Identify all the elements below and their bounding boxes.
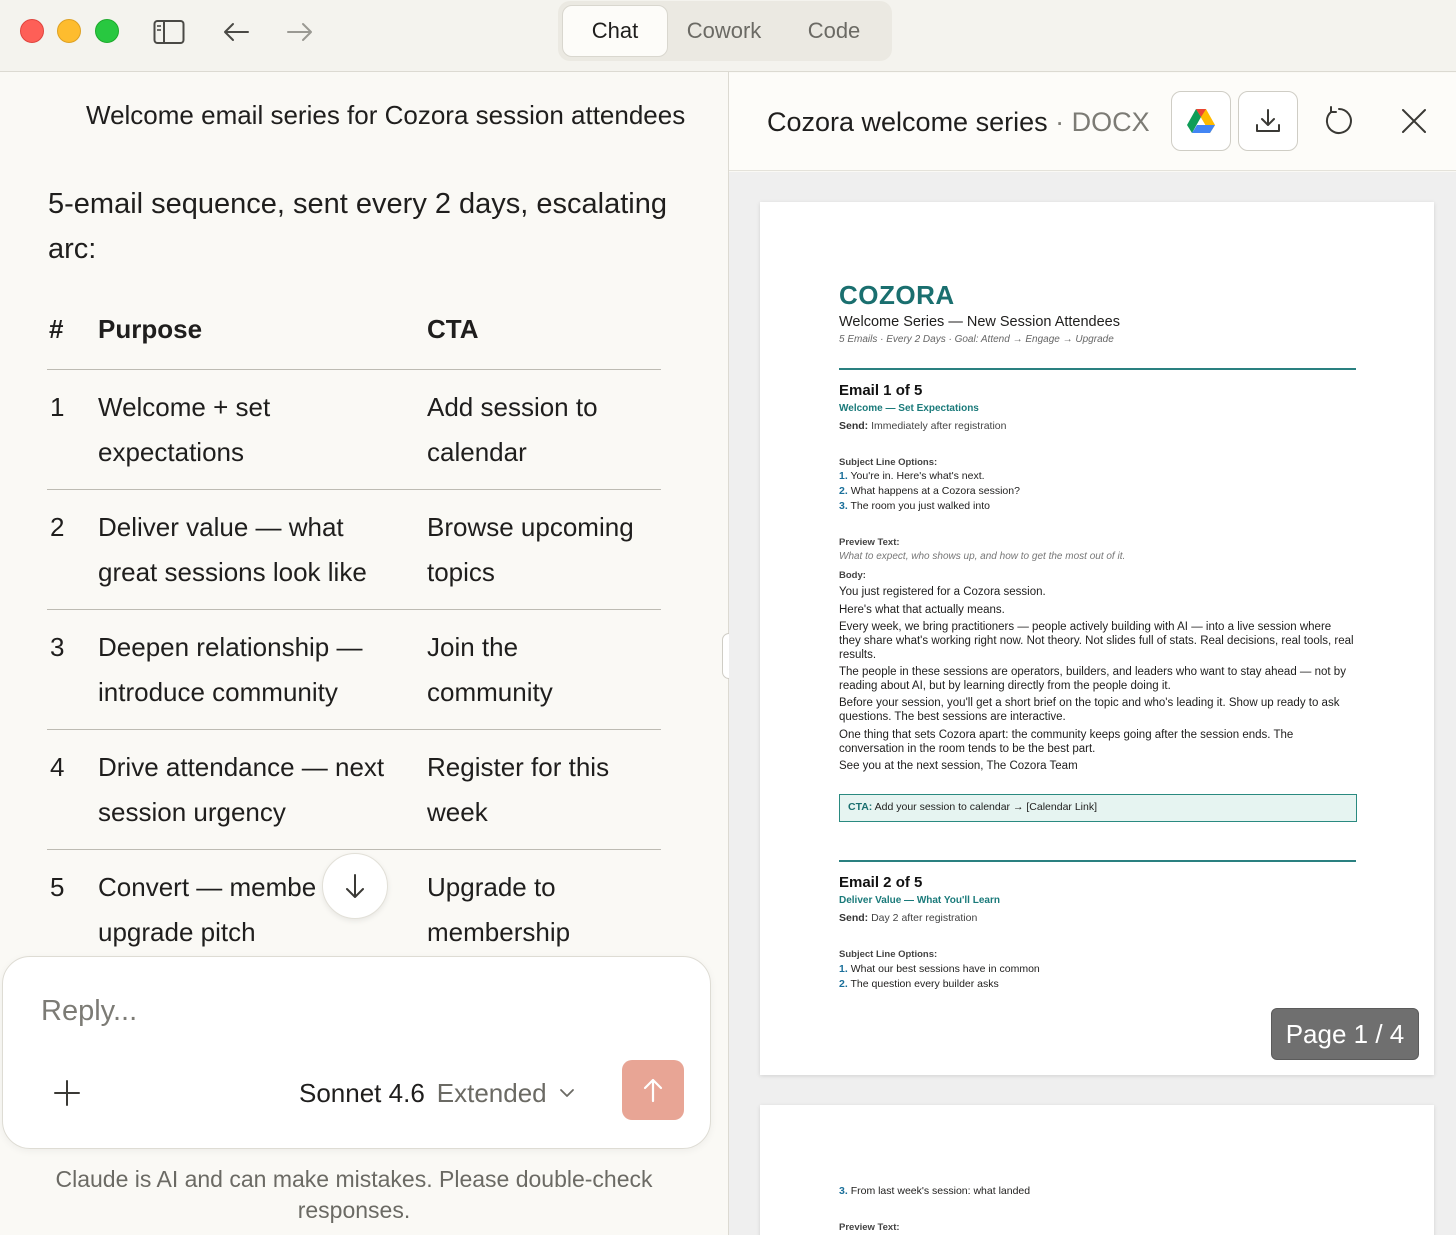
table-divider <box>47 609 661 610</box>
email-2-heading: Email 2 of 5 <box>839 874 923 891</box>
plus-icon <box>53 1079 81 1107</box>
reply-input[interactable] <box>41 995 641 1028</box>
subject-option: 1. What our best sessions have in common <box>839 963 1040 975</box>
table-row-5-number: 5 <box>50 872 65 902</box>
conversation-title[interactable]: Welcome email series for Cozora session attendees <box>86 100 686 130</box>
send-value: Immediately after registration <box>871 420 1007 432</box>
table-row-1-number: 1 <box>50 392 65 422</box>
table-row-2-cta: Browse upcoming topics <box>427 512 634 587</box>
table-header-number: # <box>49 314 64 344</box>
cta-label: CTA: <box>848 801 873 813</box>
close-icon <box>1401 108 1427 134</box>
table-divider <box>47 849 661 850</box>
subject-label: Subject Line Options: <box>839 949 938 960</box>
section-rule <box>839 368 1356 370</box>
close-window-button[interactable] <box>20 19 44 43</box>
table-row-3-number: 3 <box>50 632 65 662</box>
table-row-3-cta: Join the community <box>427 632 553 707</box>
body-paragraph: The people in these sessions are operators, builders, and leaders who want to stay ahead — not by reading about AI, but by learning directly from the people doing it. <box>839 666 1346 692</box>
model-name: Sonnet 4.6 <box>299 1077 425 1108</box>
zoom-window-button[interactable] <box>95 19 119 43</box>
model-selector[interactable] <box>299 1073 575 1113</box>
title-bar <box>0 0 1456 72</box>
email-1-cta-box <box>839 794 1357 822</box>
subject-option: 2. The question every builder asks <box>839 978 999 990</box>
table-row-4-number: 4 <box>50 752 65 782</box>
document-page-1 <box>760 202 1434 1075</box>
subject-label: Subject Line Options: <box>839 457 938 468</box>
preview-label: Preview Text: <box>839 1222 900 1233</box>
body-label: Body: <box>839 570 866 581</box>
back-arrow-icon[interactable] <box>220 16 252 48</box>
model-mode: Extended <box>436 1077 547 1108</box>
body-paragraph: Before your session, you'll get a short brief on the topic and who's leading it. Show up ready to ask questions. The best sessions are interactive. <box>839 697 1340 723</box>
arrow-up-icon <box>642 1077 664 1103</box>
table-divider <box>47 369 661 370</box>
sidebar-toggle-icon[interactable] <box>153 16 185 48</box>
table-row-2-purpose: Deliver value — what great sessions look like <box>98 512 367 587</box>
send-value: Day 2 after registration <box>871 912 978 924</box>
ai-disclaimer: Claude is AI and can make mistakes. Please double-check responses. <box>55 1166 653 1223</box>
preview-label: Preview Text: <box>839 537 900 548</box>
mode-tabs <box>558 1 892 61</box>
document-page-2 <box>760 1105 1434 1235</box>
close-panel-button[interactable] <box>1384 91 1444 151</box>
table-header-purpose: Purpose <box>98 314 203 344</box>
chevron-down-icon <box>559 1088 575 1098</box>
send-label: Send: <box>839 420 869 432</box>
table-row-1-cta: Add session to calendar <box>427 392 598 467</box>
doc-series-title: Welcome Series — New Session Attendees <box>839 314 1121 330</box>
subject-option: 2. What happens at a Cozora session? <box>839 485 1020 497</box>
refresh-button[interactable] <box>1309 91 1369 151</box>
subject-option: 3. The room you just walked into <box>839 500 990 512</box>
table-header-cta: CTA <box>427 314 479 344</box>
body-paragraph: See you at the next session, The Cozora Team <box>839 760 1078 772</box>
refresh-icon <box>1323 105 1355 137</box>
send-label: Send: <box>839 912 869 924</box>
document-header <box>729 73 1456 171</box>
table-row-2-number: 2 <box>50 512 65 542</box>
table-row-3-purpose: Deepen relationship — introduce community <box>98 632 363 707</box>
add-attachment-button[interactable] <box>47 1073 87 1113</box>
email-1-heading: Email 1 of 5 <box>839 382 923 399</box>
table-row-5-purpose: Convert — membe <box>98 872 317 902</box>
google-drive-icon <box>1186 108 1216 134</box>
document-preview[interactable] <box>729 172 1456 1235</box>
preview-text: What to expect, who shows up, and how to get the most out of it. <box>839 551 1126 562</box>
download-icon <box>1254 107 1282 135</box>
table-row-1-purpose: Welcome + set expectations <box>98 392 271 467</box>
minimize-window-button[interactable] <box>57 19 81 43</box>
doc-brand: COZORA <box>839 280 955 310</box>
subject-option: 3. From last week's session: what landed <box>839 1185 1031 1197</box>
section-rule <box>839 860 1356 862</box>
table-divider <box>47 489 661 490</box>
document-type: DOCX <box>1071 107 1150 137</box>
download-button[interactable] <box>1238 91 1298 151</box>
tab-chat[interactable]: Chat <box>562 5 668 57</box>
body-paragraph: Every week, we bring practitioners — people actively building with AI — into a live session where they share what's working right now. Not theory. Not slides full of stats. Real decisions, real tools, real results. <box>839 621 1354 661</box>
table-row-5-cta: Upgrade to membership <box>427 872 571 947</box>
table-row-5-purpose-line2: upgrade pitch <box>98 917 256 947</box>
doc-meta: 5 Emails · Every 2 Days · Goal: Attend → Engage → Upgrade <box>839 334 1114 345</box>
table-row-4-purpose: Drive attendance — next session urgency <box>98 752 385 827</box>
table-divider <box>47 729 661 730</box>
arrow-down-icon <box>343 872 367 900</box>
forward-arrow-icon[interactable] <box>284 16 316 48</box>
body-paragraph: You just registered for a Cozora session. <box>839 586 1046 598</box>
page-indicator: Page 1 / 4 <box>1271 1008 1419 1060</box>
email-1-send <box>839 420 1006 432</box>
message-composer <box>2 956 711 1149</box>
document-separator: · <box>1047 107 1072 137</box>
email-2-subheading: Deliver Value — What You'll Learn <box>839 895 1000 906</box>
table-row-4-cta: Register for this week <box>427 752 610 827</box>
body-paragraph: One thing that sets Cozora apart: the community keeps going after the session ends. The conversation in the room tends to be the best part. <box>839 729 1294 755</box>
cta-text: Add your session to calendar → [Calendar Link] <box>874 801 1098 813</box>
document-title <box>767 107 1150 138</box>
email-1-subheading: Welcome — Set Expectations <box>839 403 979 414</box>
message-intro: 5-email sequence, sent every 2 days, escalating arc: <box>48 188 668 265</box>
google-drive-button[interactable] <box>1171 91 1231 151</box>
tab-cowork[interactable]: Cowork <box>686 18 762 43</box>
subject-option: 1. You're in. Here's what's next. <box>839 470 985 482</box>
email-2-send <box>839 912 977 924</box>
scroll-to-bottom-button[interactable] <box>322 853 388 919</box>
send-button[interactable] <box>622 1060 684 1120</box>
document-name: Cozora welcome series <box>767 107 1048 137</box>
body-paragraph: Here's what that actually means. <box>839 604 1005 616</box>
tab-code[interactable]: Code <box>807 18 861 43</box>
